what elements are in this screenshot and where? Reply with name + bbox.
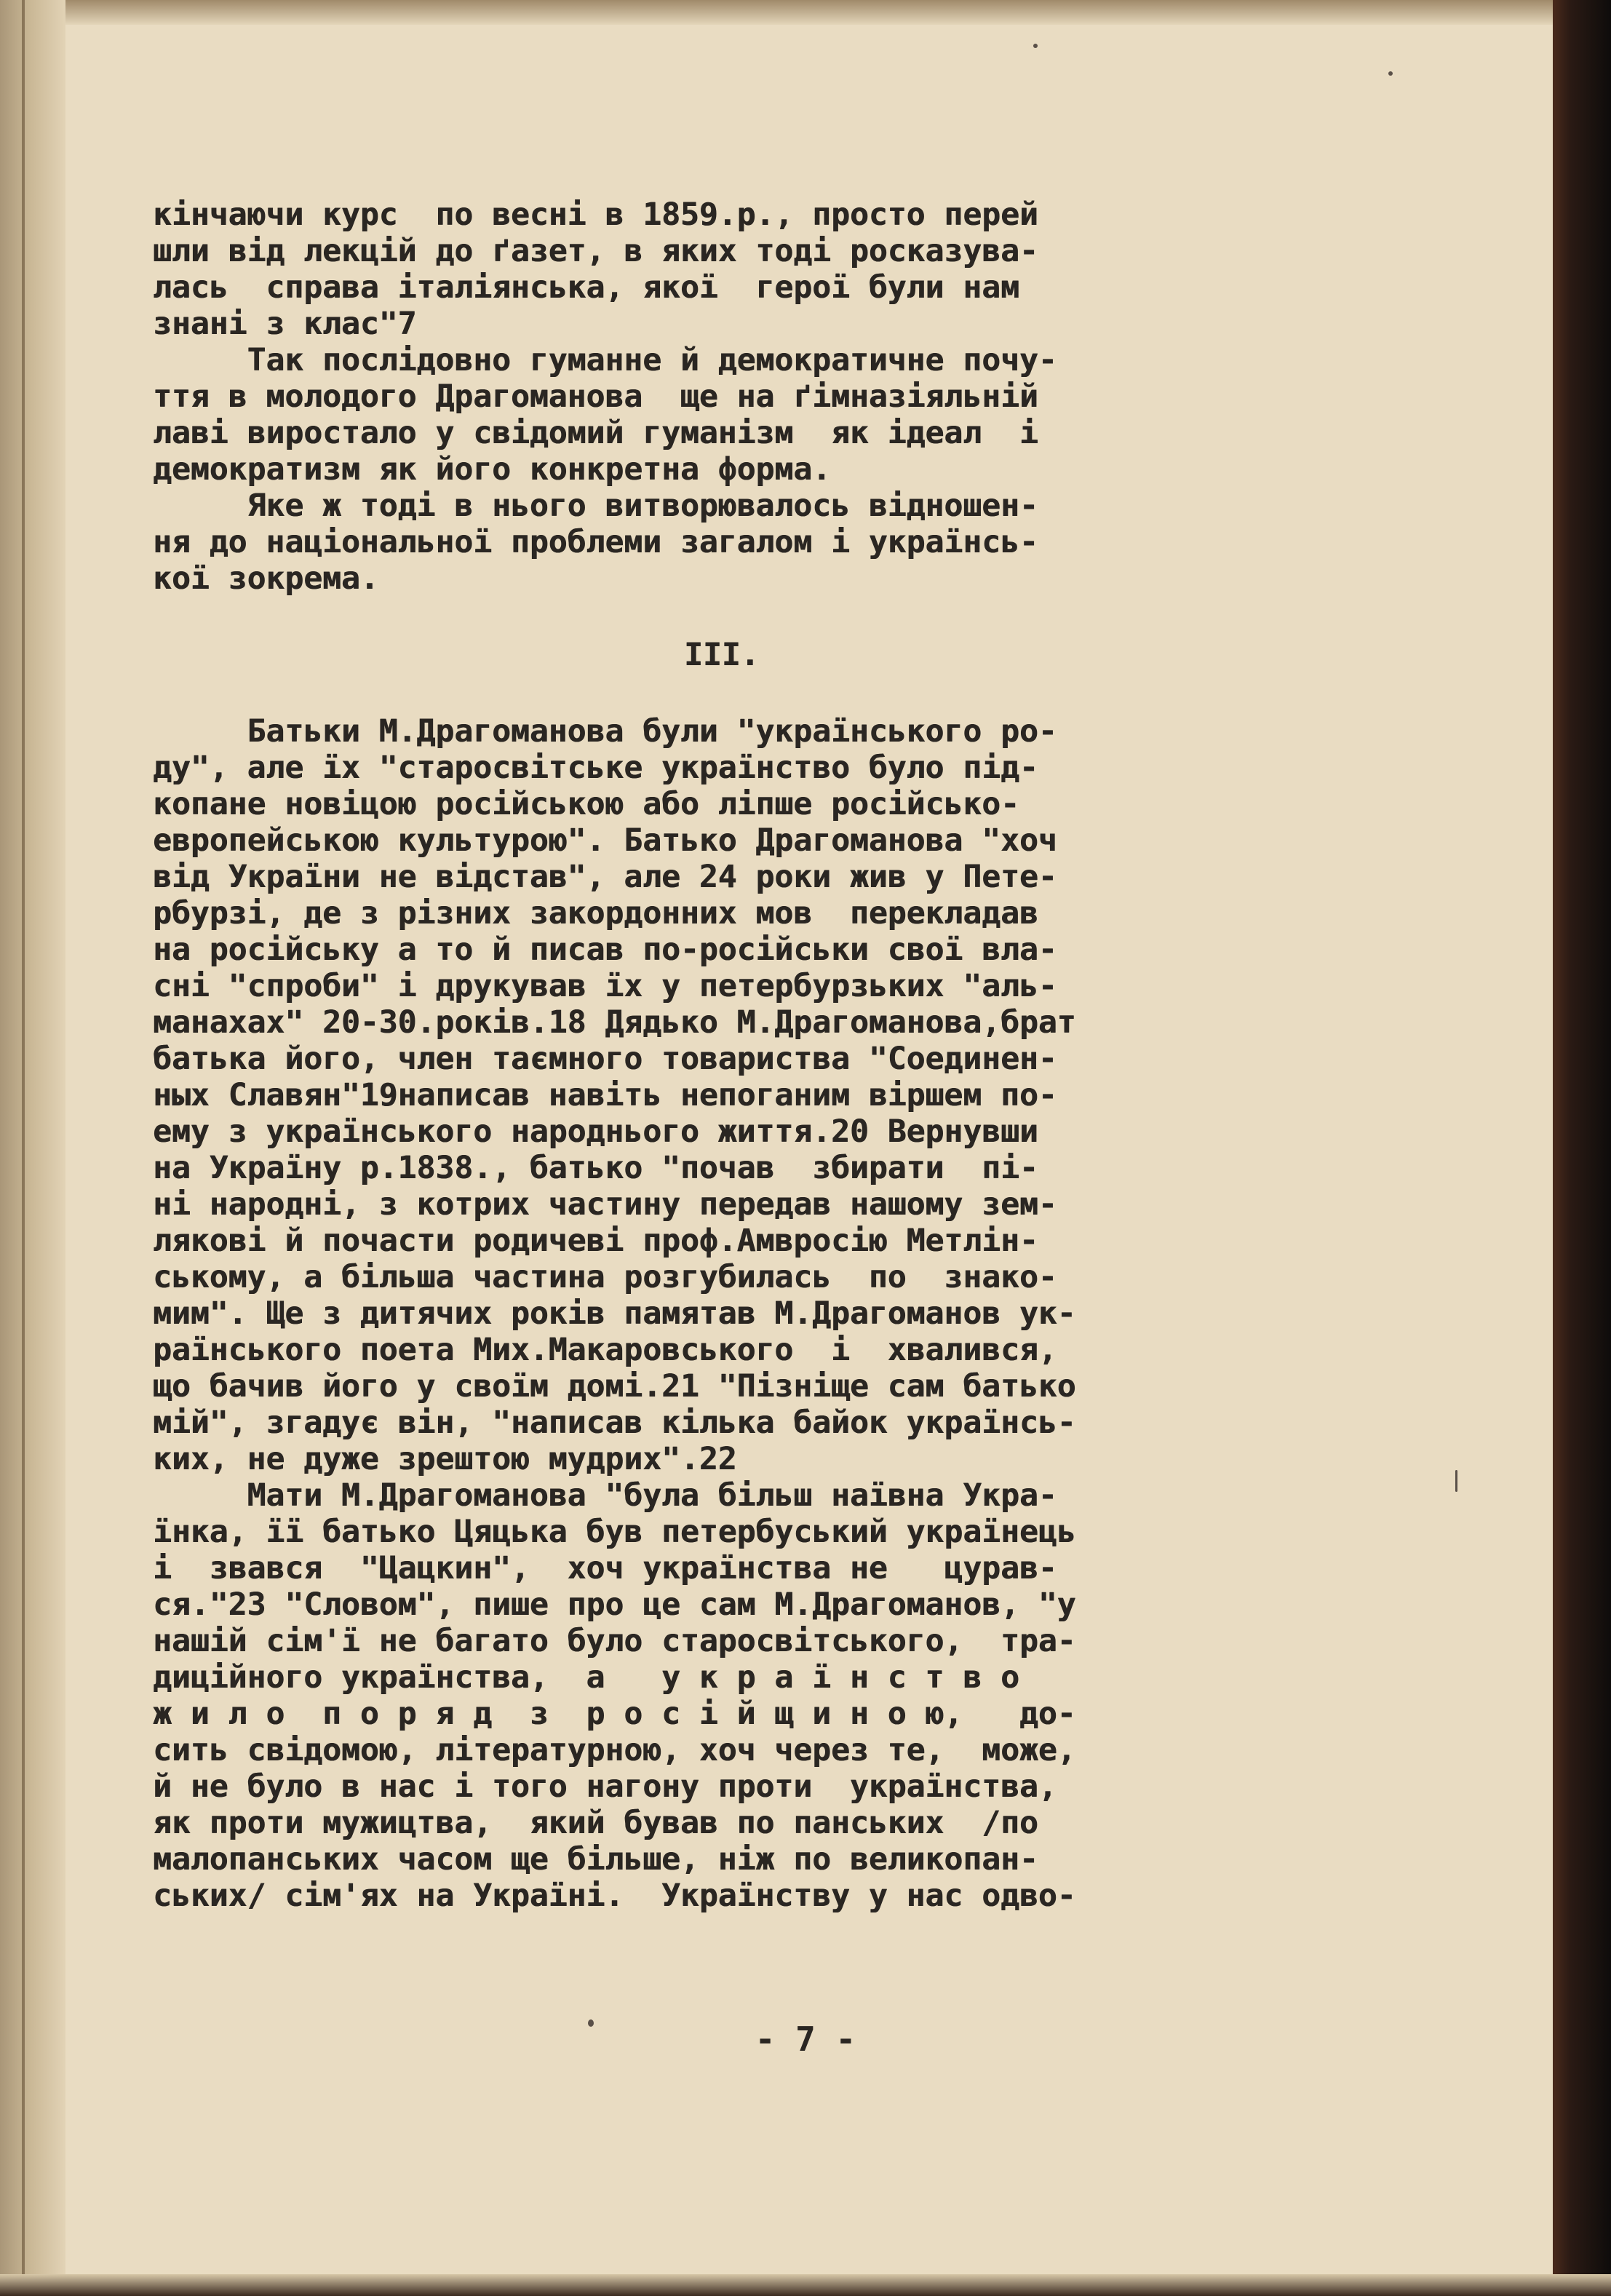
text-line: сить свідомою, літературною, хоч через те, може, — [153, 1732, 1076, 1768]
text-line: ня до національної проблеми загалом і українсь- — [153, 524, 1038, 560]
binding-spine — [22, 0, 25, 2296]
text-line: лякові й почасти родичеві проф.Амвросію Метлін- — [153, 1223, 1038, 1259]
text-line: лась справа італіянська, якої герої були нам — [153, 269, 1019, 306]
typewritten-body — [153, 196, 1332, 1914]
text-line: мим". Ще з дитячих років памятав М.Драгоманов ук- — [153, 1295, 1076, 1332]
text-line: ких, не дуже зрештою мудрих".22 — [153, 1441, 737, 1477]
page-left-gutter — [0, 0, 65, 2296]
page-bottom-edge — [0, 2274, 1611, 2296]
text-line: на російську а то й писав по-російськи свої вла- — [153, 931, 1057, 968]
text-line: манахах" 20-30.років.18 Дядько М.Драгоманова,брат — [153, 1004, 1076, 1041]
text-line: ському, а більша частина розгубилась по знако- — [153, 1259, 1057, 1295]
paragraph-2 — [153, 713, 1332, 1914]
text-line: диційного українства, а у к р а ї н с т в о — [153, 1659, 1019, 1696]
paragraph-1 — [153, 196, 1332, 597]
text-line: від України не відстав", але 24 роки жив у Пете- — [153, 859, 1057, 895]
text-line: копане новіцою російською або ліпше російсько- — [153, 786, 1019, 822]
text-line: нашій сім'ї не багато було старосвітського, тра- — [153, 1623, 1076, 1659]
text-line: ття в молодого Драгоманова ще на ґімназіяльній — [153, 378, 1038, 415]
paper-speck — [1388, 71, 1393, 76]
text-line: мій", згадує він, "написав кілька байок українсь- — [153, 1405, 1076, 1441]
text-line: як проти мужицтва, який бував по панських /по — [153, 1805, 1038, 1841]
text-line: ему з українського народнього життя.20 Вернувши — [153, 1113, 1038, 1150]
paper-speck — [1033, 44, 1038, 48]
text-line: ных Славян"19написав навіть непоганим віршем по- — [153, 1077, 1057, 1113]
text-line: Так послідовно гуманне й демократичне почу- — [153, 342, 1057, 378]
text-line: Батьки М.Драгоманова були "українського ро- — [153, 713, 1057, 750]
text-line: ні народні, з котрих частину передав нашому зем- — [153, 1186, 1057, 1223]
page-right-edge — [1553, 0, 1611, 2296]
text-line: раїнського поета Мих.Макаровського і хвалився, — [153, 1332, 1057, 1368]
text-line: демократизм як його конкретна форма. — [153, 451, 831, 488]
text-line: кінчаючи курс по весні в 1859.р., просто перей — [153, 196, 1038, 233]
text-line: лаві виростало у свідомий гуманізм як ідеал і — [153, 415, 1038, 451]
text-line: і звався "Цацкин", хоч українства не цурав- — [153, 1550, 1057, 1586]
page-number: - 7 - — [755, 2019, 856, 2059]
text-line: й не було в нас і того нагону проти українства, — [153, 1768, 1057, 1805]
paper-speck — [1455, 1470, 1457, 1492]
text-line: знані з клас"7 — [153, 306, 417, 342]
text-line: ся."23 "Словом", пише про це сам М.Драгоманов, "у — [153, 1586, 1076, 1623]
text-line: їнка, її батько Цяцька був петербуський українець — [153, 1514, 1076, 1550]
text-line: ж и л о п о р я д з р о с і й щ и н о ю, до- — [153, 1696, 1076, 1732]
section-heading: III. — [684, 637, 760, 673]
text-line: ських/ сім'ях на Україні. Українству у нас одво- — [153, 1878, 1076, 1914]
text-line: на Україну р.1838., батько "почав збирати пі- — [153, 1150, 1038, 1186]
text-line: сні "спроби" і друкував їх у петербурзьких "аль- — [153, 968, 1057, 1004]
text-line: европейською культурою". Батько Драгоманова "хоч — [153, 822, 1057, 859]
page-top-edge — [0, 0, 1611, 25]
text-line: ду", але їх "старосвітське українство було під- — [153, 750, 1038, 786]
text-line: Мати М.Драгоманова "була більш наївна Укра- — [153, 1477, 1057, 1514]
text-line: малопанських часом ще більше, ніж по великопан- — [153, 1841, 1038, 1878]
text-line: що бачив його у своїм домі.21 "Пізніще сам батько — [153, 1368, 1076, 1405]
text-line: рбурзі, де з різних закордонних мов перекладав — [153, 895, 1038, 931]
text-line: шли від лекцій до ґазет, в яких тоді росказува- — [153, 233, 1038, 269]
text-line: Яке ж тоді в нього витворювалось відношен- — [153, 488, 1038, 524]
text-line: батька його, член таємного товариства "Соединен- — [153, 1041, 1057, 1077]
text-line: кої зокрема. — [153, 560, 379, 597]
